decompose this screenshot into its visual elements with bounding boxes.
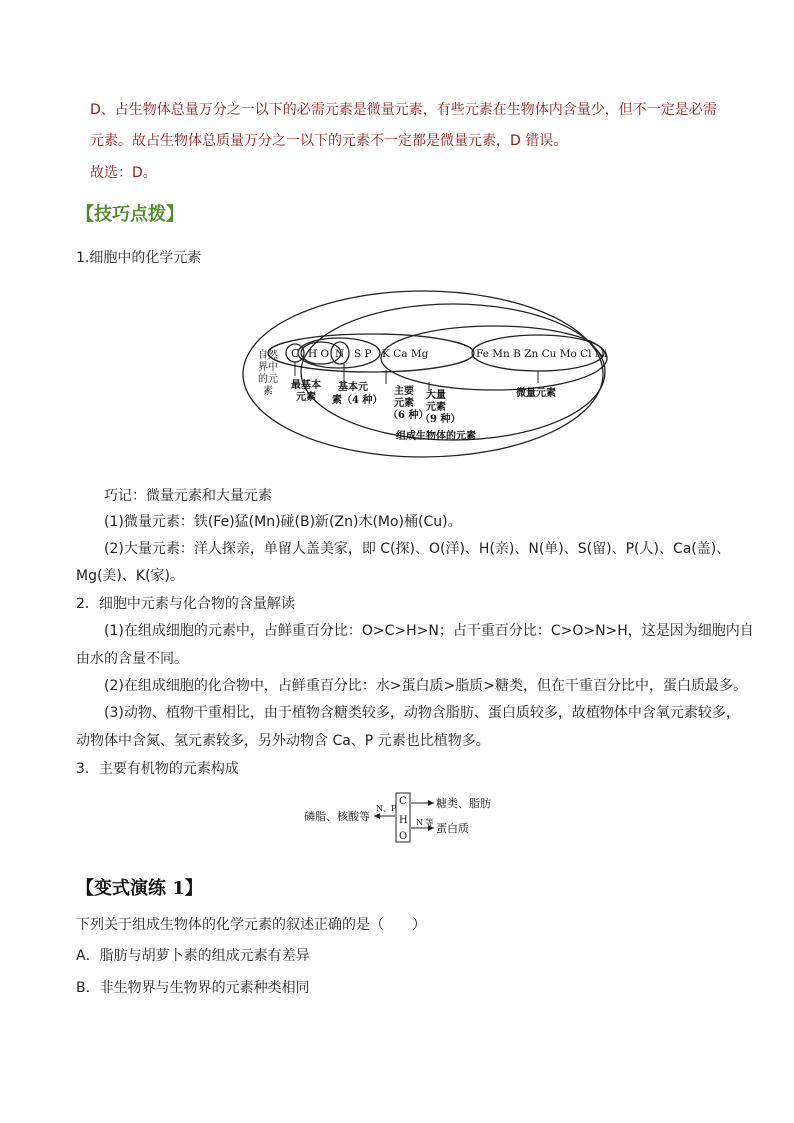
s2-1a: (1)在组成细胞的元素中，占鲜重百分比：O>C>H>N；占干重百分比：C>O>N>H，这是因为细胞内自 (104, 623, 754, 639)
mnemonic-2a: (2)大量元素：洋人探亲，单留人盖美家，即 C(探)、O(洋)、H(亲)、N(单)、S(留)、P(人)、Ca(盖)、 (104, 541, 731, 557)
major-label-1: 大量 (426, 390, 446, 401)
answer-line: 故选：D。 (90, 165, 157, 181)
section3-title: 3．主要有机物的元素构成 (76, 761, 239, 777)
element-venn-diagram (236, 282, 616, 460)
main-label-2: 元素 (394, 398, 414, 409)
mnemonic-2b: Mg(美)、K(家)。 (76, 568, 184, 584)
analysis-d-line2: 元素。故占生物体总质量万分之一以下的元素不一定都是微量元素，D 错误。 (90, 133, 568, 149)
major-label-3: （9 种） (420, 414, 461, 425)
main-label-1: 主要 (394, 386, 414, 397)
organic-element-diagram (300, 790, 500, 846)
organic-h: H (399, 815, 408, 826)
organic-protein-label: 蛋白质 (436, 822, 469, 835)
major-label-2: 元素 (426, 402, 446, 413)
exercise-question: 下列关于组成生物体的化学元素的叙述正确的是（ ） (76, 917, 426, 933)
basic-label-1: 基本元 (338, 382, 368, 393)
left-label-2: 界中 (258, 362, 278, 373)
element-kcamg: K Ca Mg (382, 348, 429, 360)
analysis-d-line1: D、占生物体总量万分之一以下的必需元素是微量元素，有些元素在生物体内含量少，但不一定是必需 (90, 102, 717, 118)
organic-sugar-label: 糖类、脂肪 (436, 797, 491, 810)
element-c: C (291, 347, 300, 360)
option-a[interactable]: A．脂肪与胡萝卜素的组成元素有差异 (76, 948, 310, 964)
trace-element-list: Fe Mn B Zn Cu Mo Cl Ni (476, 348, 608, 360)
organic-c: C (399, 796, 407, 807)
mnemonic-1: (1)微量元素：铁(Fe)猛(Mn)碰(B)新(Zn)木(Mo)桶(Cu)。 (104, 514, 462, 530)
most-basic-label-1: 最基本 (291, 380, 321, 391)
s2-3b: 动物体中含氮、氢元素较多，另外动物含 Ca、P 元素也比植物多。 (76, 733, 490, 749)
element-sp: S P (354, 348, 372, 360)
trace-label: 微量元素 (516, 388, 556, 399)
option-b[interactable]: B．非生物界与生物界的元素种类相同 (76, 980, 310, 996)
exercise-heading: 【变式演练 1】 (76, 878, 203, 899)
element-ho: H O (308, 348, 330, 360)
mnemonic-title: 巧记：微量元素和大量元素 (104, 488, 272, 504)
organic-np: N、P (376, 804, 397, 813)
left-label-1: 自然 (258, 350, 278, 361)
organic-left-label: 磷脂、核酸等 (304, 810, 370, 823)
basic-label-2: 素（4 种） (332, 395, 383, 406)
s2-2: (2)在组成细胞的化合物中，占鲜重百分比：水>蛋白质>脂质>糖类，但在干重百分比中，蛋白质最多。 (104, 678, 748, 694)
organism-label: 组成生物体的元素 (396, 431, 476, 442)
organic-o: O (399, 831, 408, 842)
section2-title: 2．细胞中元素与化合物的含量解读 (76, 596, 295, 612)
left-label-4: 素 (263, 386, 273, 397)
s2-1b: 由水的含量不同。 (76, 651, 188, 667)
section1-title: 1.细胞中的化学元素 (76, 250, 202, 266)
s2-3a: (3)动物、植物干重相比，由于植物含糖类较多，动物含脂肪、蛋白质较多，故植物体中含氧元素较多， (104, 705, 740, 721)
organic-n-etc: N 等 (416, 818, 434, 827)
main-label-3: （6 种） (388, 410, 429, 421)
element-n: N (335, 348, 345, 360)
most-basic-label-2: 元素 (296, 392, 316, 403)
tips-heading: 【技巧点拨】 (76, 204, 184, 225)
left-label-3: 的元 (258, 374, 278, 385)
